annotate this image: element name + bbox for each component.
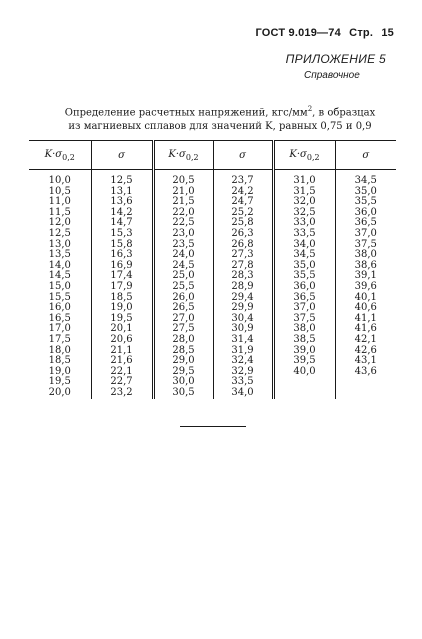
table-cell: 23,7 [231, 175, 254, 186]
table-cell: 43,6 [354, 365, 377, 377]
table-cell: 29,4 [231, 291, 254, 303]
table-cell: 19,5 [48, 376, 71, 388]
table-cell: 38,6 [354, 259, 377, 271]
table-cell: 34,5 [354, 175, 377, 186]
caption-line-1: Определение расчетных напряжений, кгс/$мм^2$, в образцах [64, 105, 376, 119]
table-cell: 20,0 [48, 386, 71, 398]
table-cell: 25,8 [231, 217, 254, 229]
table-body-row [29, 170, 396, 400]
table-cell: 25,0 [172, 270, 195, 282]
table-cell: 15,0 [48, 280, 71, 292]
table-cell: 30,9 [231, 323, 254, 335]
table-cell: 28,3 [231, 270, 254, 282]
table-cell: 26,0 [172, 291, 195, 303]
table-cell: 29,9 [231, 302, 254, 314]
end-rule [180, 426, 246, 427]
table-cell: 37,5 [354, 238, 377, 250]
table-cell: 14,2 [110, 206, 133, 218]
col-header-k-sigma: $K\cdot\sigma_{0,2}$ [273, 141, 335, 170]
table-cell: 40,0 [293, 365, 316, 377]
table-cell: 34,5 [293, 249, 316, 261]
table-cell: 13,6 [110, 196, 133, 208]
table-cell: 36,5 [293, 291, 316, 303]
table-cell: 42,1 [354, 333, 377, 345]
table-cell: 12,5 [48, 227, 71, 239]
table-cell: 39,6 [354, 280, 377, 292]
table-cell: 28,9 [231, 280, 254, 292]
table-cell: 11,0 [48, 196, 71, 208]
table-cell: 20,1 [110, 323, 133, 335]
table-cell: 32,9 [231, 365, 254, 377]
table-cell: 21,0 [172, 185, 195, 197]
page-number: 15 [381, 27, 394, 39]
table-cell: 38,0 [354, 249, 377, 261]
table-cell: 41,1 [354, 312, 377, 324]
table-cell: 15,8 [110, 238, 133, 250]
table-cell: 26,5 [172, 302, 195, 314]
table-cell: 21,1 [110, 344, 133, 356]
col-header-k-sigma: $K\cdot\sigma_{0,2}$ [29, 141, 91, 170]
table-cell: 37,0 [354, 227, 377, 239]
table-cell: 29,5 [172, 365, 195, 377]
table-cell: 22,5 [172, 217, 195, 229]
table-cell: 16,9 [110, 259, 133, 271]
column-k-sigma-2 [153, 170, 213, 400]
table-cell: 43,1 [354, 355, 377, 367]
column-sigma-3 [335, 170, 396, 400]
table-cell: 30,0 [172, 376, 195, 388]
table-cell: 31,4 [231, 333, 254, 345]
table-cell: 14,5 [48, 270, 71, 282]
table-cell: 26,3 [231, 227, 254, 239]
table-cell: 36,5 [354, 217, 377, 229]
table-cell: 34,0 [293, 238, 316, 250]
table-cell: 26,8 [231, 238, 254, 250]
table-cell: 17,0 [48, 323, 71, 335]
table-cell: 16,3 [110, 249, 133, 261]
table-cell: 19,0 [48, 365, 71, 377]
table-cell: 15,3 [110, 227, 133, 239]
table-cell: 30,5 [172, 386, 195, 398]
col-header-sigma: σ [335, 141, 396, 170]
table-cell: 24,0 [172, 249, 195, 261]
table-cell: 35,5 [293, 270, 316, 282]
table-cell: 35,0 [293, 259, 316, 271]
table-cell: 27,3 [231, 249, 254, 261]
table-cell: 40,6 [354, 302, 377, 314]
table-cell: 30,4 [231, 312, 254, 324]
table-cell: 13,0 [48, 238, 71, 250]
table-cell: 27,5 [172, 323, 195, 335]
table-cell: 31,0 [293, 175, 316, 186]
table-cell: 27,0 [172, 312, 195, 324]
table-cell: 39,1 [354, 270, 377, 282]
col-header-sigma: σ [213, 141, 273, 170]
table-cell: 14,0 [48, 259, 71, 271]
table-cell: 25,2 [231, 206, 254, 218]
standard-number: ГОСТ 9.019—74 [255, 27, 341, 39]
column-k-sigma-1 [29, 170, 91, 400]
table-header-row [29, 141, 396, 170]
table-cell: 37,0 [293, 302, 316, 314]
table-cell: 13,5 [48, 249, 71, 261]
table-cell: 28,5 [172, 344, 195, 356]
column-sigma-2 [213, 170, 273, 400]
table-cell: 37,5 [293, 312, 316, 324]
col-header-k-sigma: $K\cdot\sigma_{0,2}$ [153, 141, 213, 170]
table-cell: 22,0 [172, 206, 195, 218]
table-cell: 38,0 [293, 323, 316, 335]
table-cell: 17,5 [48, 333, 71, 345]
table-cell: 39,5 [293, 355, 316, 367]
table-cell: 33,5 [293, 227, 316, 239]
page-header [250, 27, 394, 39]
table-cell: 24,2 [231, 185, 254, 197]
caption-line-2: из магниевых сплавов для значений K, равных 0,75 и 0,9 [68, 121, 372, 133]
table-cell: 28,0 [172, 333, 195, 345]
table-cell: 22,1 [110, 365, 133, 377]
table-cell: 35,0 [354, 185, 377, 197]
table-cell: 39,0 [293, 344, 316, 356]
table-cell: 41,6 [354, 323, 377, 335]
table-cell: 12,0 [48, 217, 71, 229]
table-cell: 22,7 [110, 376, 133, 388]
table-cell: 36,0 [293, 280, 316, 292]
table-cell: 33,5 [231, 376, 254, 388]
table-cell: 34,0 [231, 386, 254, 398]
table-cell: 14,7 [110, 217, 133, 229]
page-label: Стр. [349, 27, 374, 39]
appendix-status: Справочное [304, 70, 360, 81]
table-cell: 10,0 [48, 175, 71, 186]
table-cell: 32,0 [293, 196, 316, 208]
table-cell: 13,1 [110, 185, 133, 197]
table-cell: 31,9 [231, 344, 254, 356]
table-cell: 21,6 [110, 355, 133, 367]
col-header-sigma: σ [91, 141, 153, 170]
table-cell: 32,4 [231, 355, 254, 367]
table-cell: 20,5 [172, 175, 195, 186]
table-cell: 19,5 [110, 312, 133, 324]
table-cell: 21,5 [172, 196, 195, 208]
table-cell: 23,0 [172, 227, 195, 239]
table-cell: 19,0 [110, 302, 133, 314]
table-cell: 16,5 [48, 312, 71, 324]
table-cell: 15,5 [48, 291, 71, 303]
table-cell: 42,6 [354, 344, 377, 356]
table-cell: 18,0 [48, 344, 71, 356]
caption-superscript: 2 [307, 105, 313, 113]
table-cell: 12,5 [110, 175, 133, 186]
appendix-title: ПРИЛОЖЕНИЕ 5 [285, 52, 386, 66]
table-cell: 23,2 [110, 386, 133, 398]
table-cell: 31,5 [293, 185, 316, 197]
table-cell: 18,5 [48, 355, 71, 367]
table-cell: 35,5 [354, 196, 377, 208]
column-sigma-1 [91, 170, 153, 400]
table-cell: 20,6 [110, 333, 133, 345]
table-cell: 40,1 [354, 291, 377, 303]
table-caption [60, 102, 380, 134]
table-cell: 16,0 [48, 302, 71, 314]
table-cell: 18,5 [110, 291, 133, 303]
stress-table [29, 140, 396, 399]
table-cell: 24,5 [172, 259, 195, 271]
table-cell: 33,0 [293, 217, 316, 229]
column-k-sigma-3 [273, 170, 335, 400]
table-cell: 11,5 [48, 206, 71, 218]
table-cell: 32,5 [293, 206, 316, 218]
table-cell: 29,0 [172, 355, 195, 367]
table-cell: 25,5 [172, 280, 195, 292]
table-cell: 17,9 [110, 280, 133, 292]
table-cell: 17,4 [110, 270, 133, 282]
table-cell: 38,5 [293, 333, 316, 345]
table-cell: 10,5 [48, 185, 71, 197]
table-cell: 23,5 [172, 238, 195, 250]
table-cell: 24,7 [231, 196, 254, 208]
table-cell: 27,8 [231, 259, 254, 271]
table-cell: 36,0 [354, 206, 377, 218]
